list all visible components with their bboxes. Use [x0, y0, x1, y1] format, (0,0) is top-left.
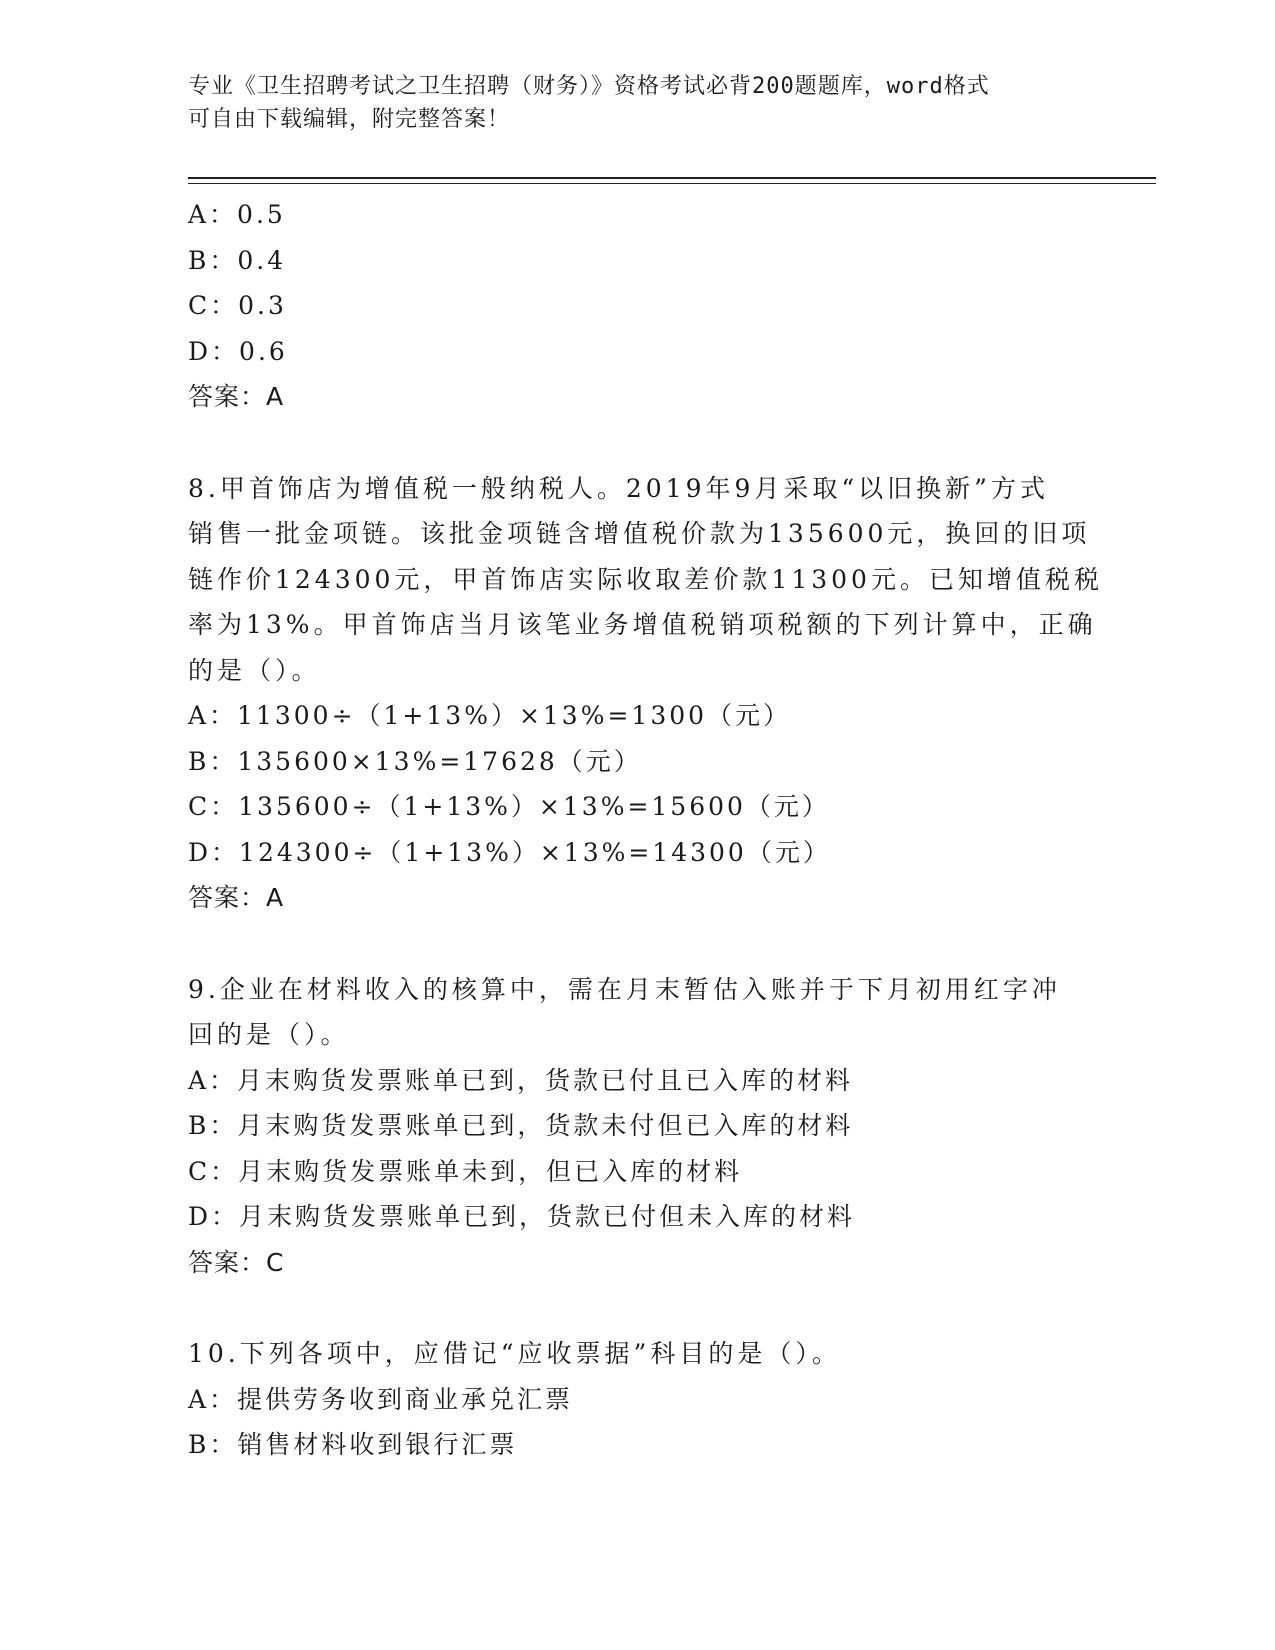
question-list — [188, 192, 1103, 1468]
header-line-2: 可自由下载编辑，附完整答案！ — [188, 107, 511, 132]
question-stem-line: 链作价124300元，甲首饰店实际收取差价款11300元。已知增值税税 — [188, 564, 1103, 594]
header-line-1: 专业《卫生招聘考试之卫生招聘（财务）》资格考试必背200题题库，word格式 — [188, 74, 990, 99]
header-divider-thick — [188, 177, 1156, 179]
option-d: D：0.6 — [188, 336, 288, 366]
question-7-tail — [188, 192, 1088, 420]
spacer — [188, 1285, 1088, 1331]
option-d: D：124300÷（1+13%）×13%=14300（元） — [188, 837, 831, 867]
option-a: A：0.5 — [188, 200, 286, 229]
question-stem-line: 10.下列各项中，应借记“应收票据”科目的是（）。 — [188, 1339, 841, 1368]
option-b: B：月末购货发票账单已到，货款未付但已入库的材料 — [188, 1111, 854, 1140]
question-9 — [188, 967, 1088, 1286]
answer-label: 答案：A — [188, 382, 285, 411]
answer-label: 答案：A — [188, 883, 285, 912]
option-b: B：销售材料收到银行汇票 — [188, 1430, 518, 1459]
option-b: B：135600×13%=17628（元） — [188, 746, 642, 776]
question-stem-line: 销售一批金项链。该批金项链含增值税价款为135600元，换回的旧项 — [188, 519, 1091, 548]
option-a: A：月末购货发票账单已到，货款已付且已入库的材料 — [188, 1065, 854, 1095]
option-c: C：135600÷（1+13%）×13%=15600（元） — [188, 792, 830, 821]
option-a: A：提供劳务收到商业承兑汇票 — [188, 1384, 574, 1414]
question-8 — [188, 466, 1103, 921]
header-divider-thin — [188, 183, 1156, 184]
spacer — [188, 420, 1088, 466]
option-d: D：月末购货发票账单已到，货款已付但未入库的材料 — [188, 1202, 856, 1231]
question-stem-line: 9.企业在材料收入的核算中，需在月末暂估入账并于下月初用红字冲 — [188, 974, 1061, 1004]
question-stem-line: 的是（）。 — [188, 655, 321, 685]
spacer — [188, 921, 1088, 967]
question-10 — [188, 1331, 1088, 1468]
question-stem-line: 率为13%。甲首饰店当月该笔业务增值税销项税额的下列计算中，正确 — [188, 610, 1097, 639]
question-stem-line: 8.甲首饰店为增值税一般纳税人。2019年9月采取“以旧换新”方式 — [188, 473, 1049, 503]
option-a: A：11300÷（1+13%）×13%=1300（元） — [188, 701, 792, 730]
option-c: C：0.3 — [188, 291, 287, 320]
option-c: C：月末购货发票账单未到，但已入库的材料 — [188, 1156, 743, 1186]
question-stem-line: 回的是（）。 — [188, 1020, 350, 1049]
document-header — [188, 70, 1088, 136]
option-b: B：0.4 — [188, 245, 287, 275]
answer-label: 答案：C — [188, 1247, 285, 1277]
